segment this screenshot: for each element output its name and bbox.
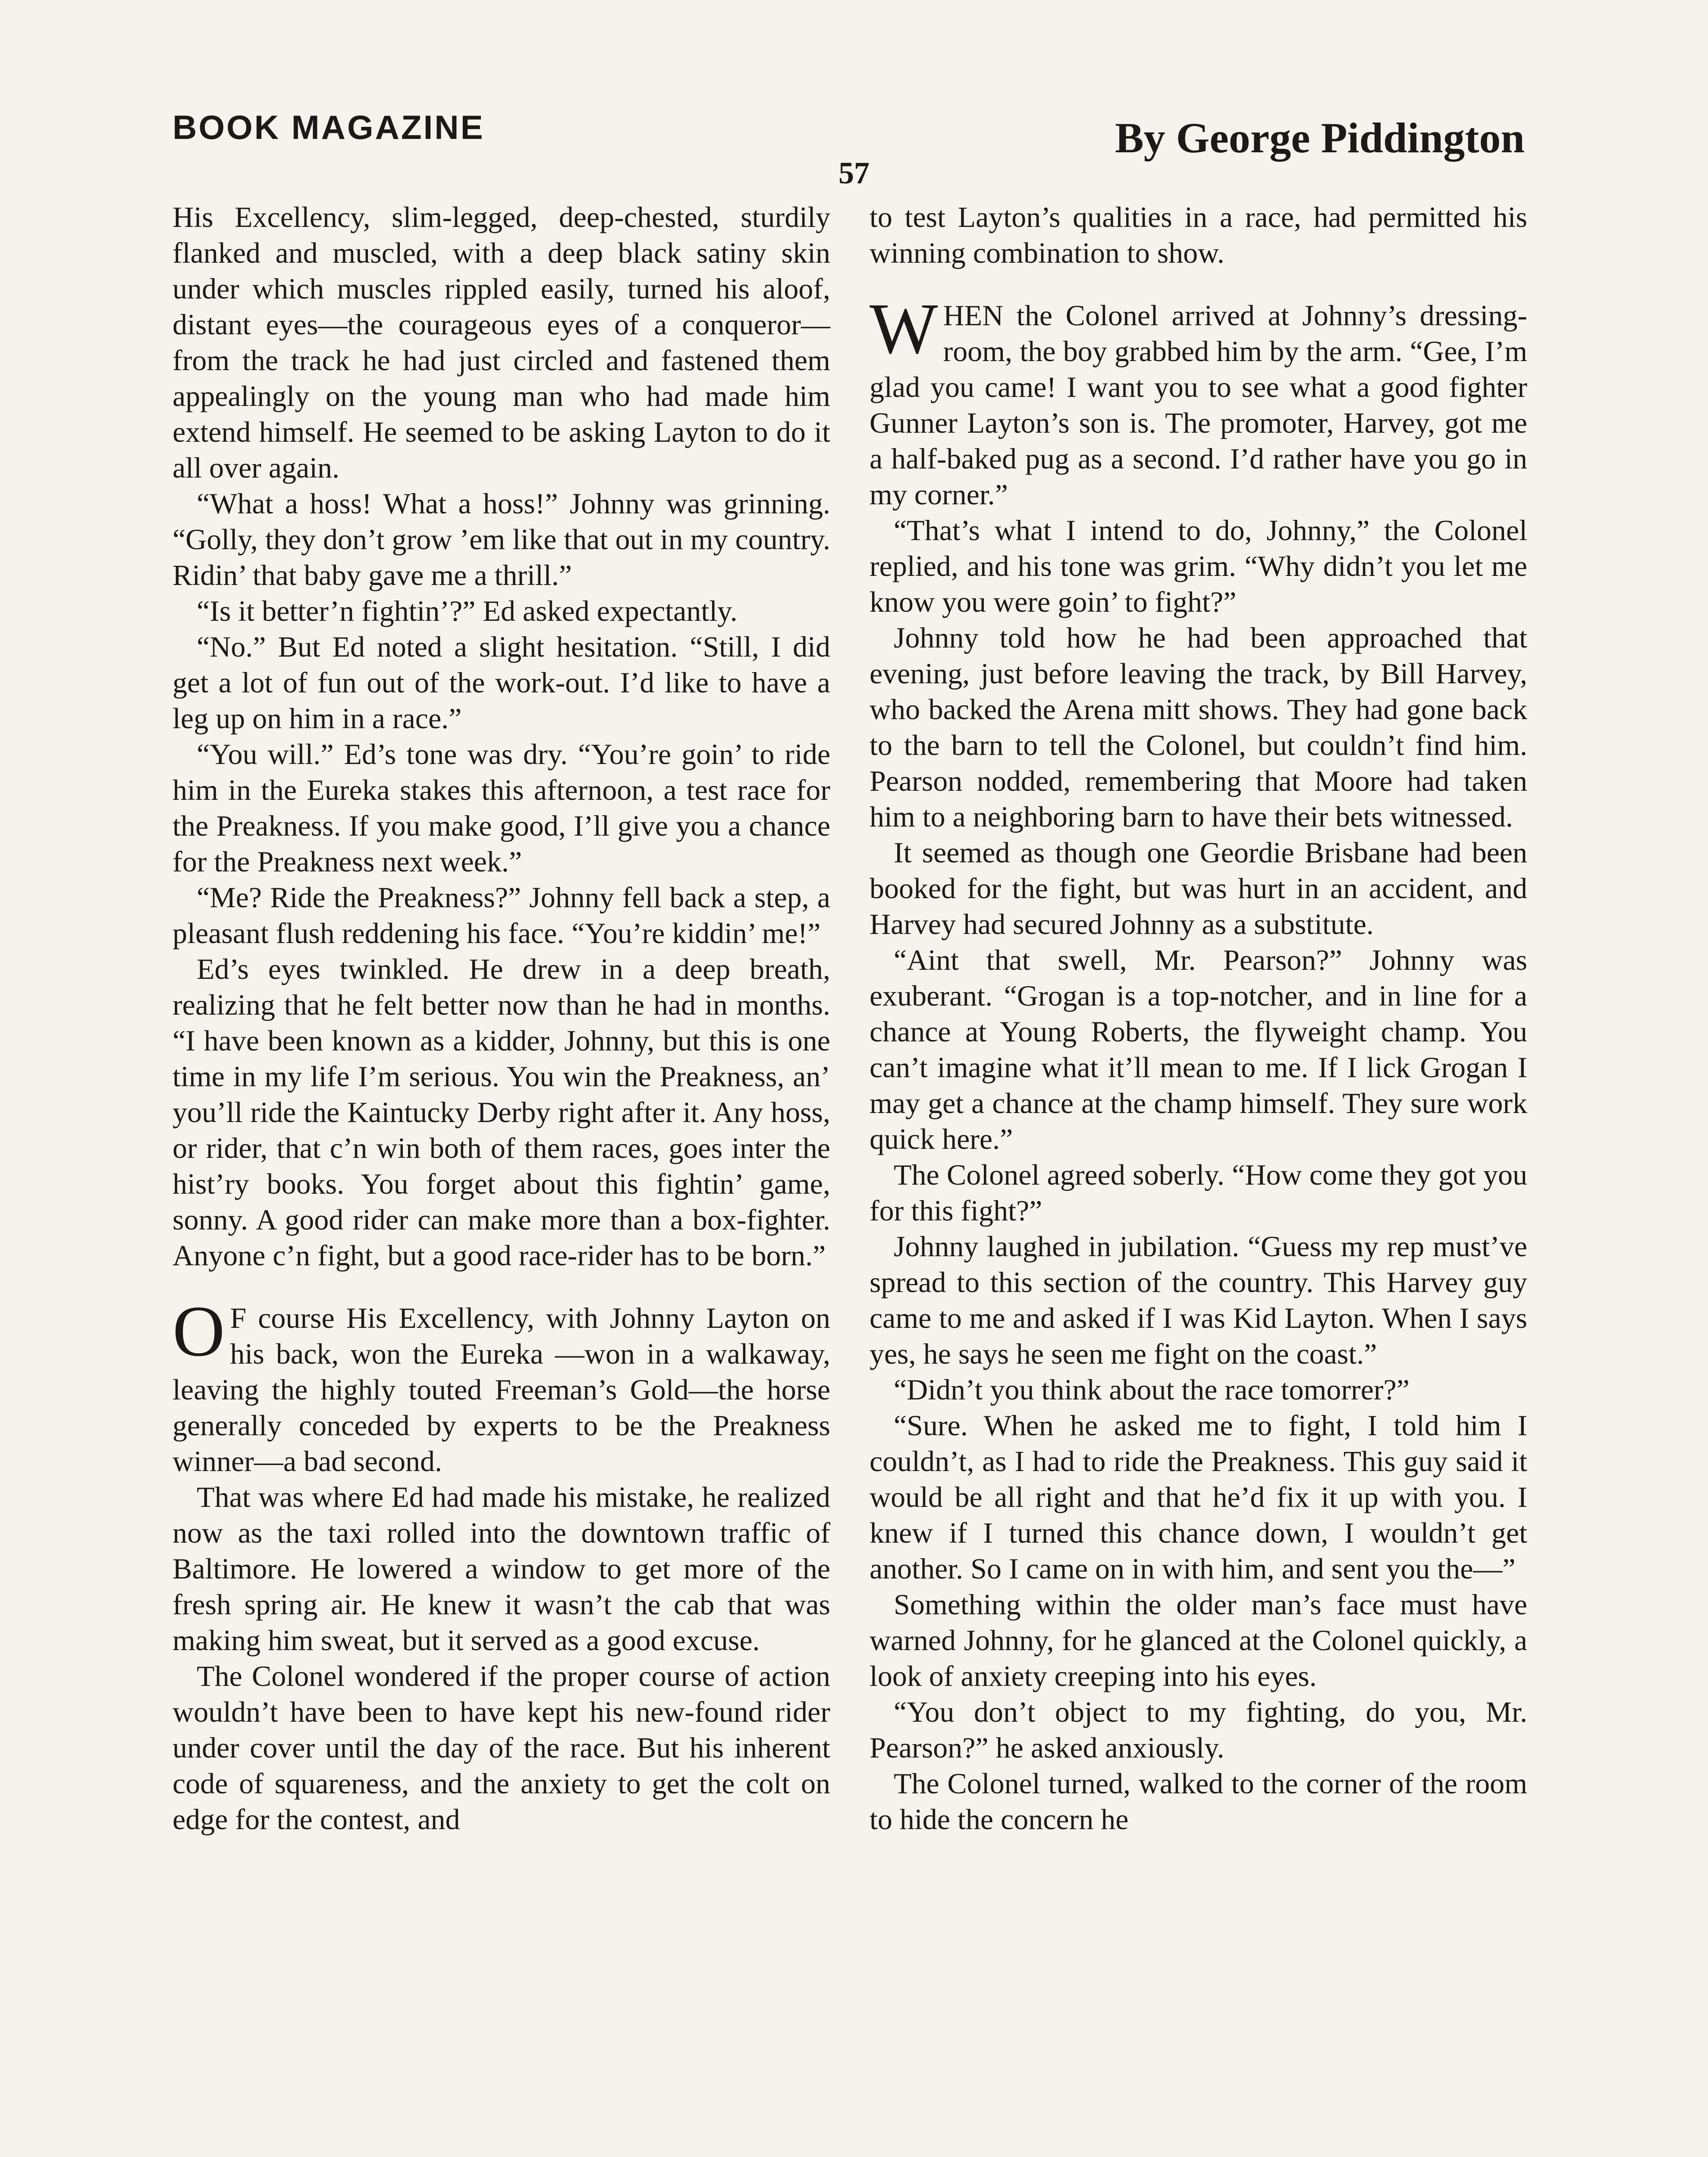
right-column <box>870 199 1527 1837</box>
paragraph: His Excellency, slim-legged, deep-chested, sturdily flanked and muscled, with a deep black satiny skin under which muscles rippled easily, turned his aloof, distant eyes—the courageous eyes of a conqueror—from the track he had just circled and fastened them appealingly on the young man who had made him extend himself. He seemed to be asking Layton to do it all over again. <box>173 201 830 484</box>
section-start-paragraph <box>173 1291 830 1479</box>
paragraph-continued: to test Layton’s qualities in a race, had permitted his winning combination to show. <box>870 201 1527 269</box>
paragraph: That was where Ed had made his mistake, he realized now as the taxi rolled into the downtown traffic of Baltimore. He lowered a window to get more of the fresh spring air. He knew it wasn’t the cab that was making him sweat, but it served as a good excuse. <box>173 1481 830 1657</box>
paragraph: Johnny told how he had been approached that evening, just before leaving the track, by Bill Harvey, who backed the Arena mitt shows. They had gone back to the barn to tell the Colonel, but couldn’t find him. Pearson nodded, remembering that Moore had taken him to a neighboring barn to have their bets witnessed. <box>870 621 1527 833</box>
drop-cap: W <box>870 289 938 369</box>
running-head-left: BOOK MAGAZINE <box>173 108 485 146</box>
page-number: 57 <box>838 156 870 190</box>
left-column <box>173 199 830 1837</box>
paragraph: “Sure. When he asked me to fight, I told him I couldn’t, as I had to ride the Preakness. This guy said it would be all right and that he’d fix it up with you. I knew if I turned this chance down, I wouldn’t get another. So I came on in with him, and sent you the—” <box>870 1409 1527 1585</box>
paragraph: “Didn’t you think about the race tomorrer?” <box>894 1373 1410 1406</box>
paragraph: “You don’t object to my fighting, do you, Mr. Pearson?” he asked anxiously. <box>870 1695 1527 1764</box>
running-head-right: By George Piddington <box>1115 114 1525 162</box>
paragraph: The Colonel wondered if the proper course of action wouldn’t have been to have kept his new-found rider under cover until the day of the race. But his inherent code of squareness, and the anxiety to get the colt on edge for the contest, and <box>173 1660 830 1836</box>
paragraph: “No.” But Ed noted a slight hesitation. “Still, I did get a lot of fun out of the work-out. I’d like to have a leg up on him in a race.” <box>173 630 830 735</box>
paragraph: It seemed as though one Geordie Brisbane had been booked for the fight, but was hurt in an accident, and Harvey had secured Johnny as a substitute. <box>870 836 1527 940</box>
paragraph: Something within the older man’s face must have warned Johnny, for he glanced at the Colonel quickly, a look of anxiety creeping into his eyes. <box>870 1588 1527 1692</box>
paragraph: “Is it better’n fightin’?” Ed asked expectantly. <box>197 594 738 627</box>
paragraph: Ed’s eyes twinkled. He drew in a deep breath, realizing that he felt better now than he had in months. “I have been known as a kidder, Johnny, but this is one time in my life I’m serious. You win the Preakness, an’ you’ll ride the Kaintucky Derby right after it. Any hoss, or rider, that c’n win both of them races, goes inter the hist’ry books. You forget about this fightin’ game, sonny. A good rider can make more than a box-fighter. Anyone c’n fight, but a good race-rider has to be born.” <box>173 953 830 1272</box>
paragraph: The Colonel agreed soberly. “How come they got you for this fight?” <box>870 1158 1527 1227</box>
section-text: F course His Excellency, with Johnny Layton on his back, won the Eureka —won in a walkaway, leaving the highly touted Freeman’s Gold—the horse generally conceded by experts to be the Preakness winner—a bad second. <box>173 1302 830 1478</box>
paragraph: The Colonel turned, walked to the corner of the room to hide the concern he <box>870 1767 1527 1836</box>
paragraph: “You will.” Ed’s tone was dry. “You’re goin’ to ride him in the Eureka stakes this afternoon, a test race for the Preakness. If you make good, I’ll give you a chance for the Preakness next week.” <box>173 738 830 878</box>
paragraph: “What a hoss! What a hoss!” Johnny was grinning. “Golly, they don’t grow ’em like that out in my country. Ridin’ that baby gave me a thrill.” <box>173 487 830 591</box>
section-text: HEN the Colonel arrived at Johnny’s dressing-room, the boy grabbed him by the arm. “Gee, I’m glad you came! I want you to see what a good fighter Gunner Layton’s son is. The promoter, Harvey, got me a half-baked pug as a second. I’d rather have you go in my corner.” <box>870 299 1527 511</box>
drop-cap: O <box>173 1291 225 1371</box>
paragraph: Johnny laughed in jubilation. “Guess my rep must’ve spread to this section of the country. This Harvey guy came to me and asked if I was Kid Layton. When I says yes, he says he seen me fight on the coast.” <box>870 1230 1527 1370</box>
section-start-paragraph <box>870 289 1527 513</box>
paragraph: “Aint that swell, Mr. Pearson?” Johnny was exuberant. “Grogan is a top-notcher, and in line for a chance at Young Roberts, the flyweight champ. You can’t imagine what it’ll mean to me. If I lick Grogan I may get a chance at the champ himself. They sure work quick here.” <box>870 943 1527 1155</box>
paragraph: “That’s what I intend to do, Johnny,” the Colonel replied, and his tone was grim. “Why didn’t you let me know you were goin’ to fight?” <box>870 514 1527 618</box>
paragraph: “Me? Ride the Preakness?” Johnny fell back a step, a pleasant flush reddening his face. “You’re kiddin’ me!” <box>173 881 830 950</box>
